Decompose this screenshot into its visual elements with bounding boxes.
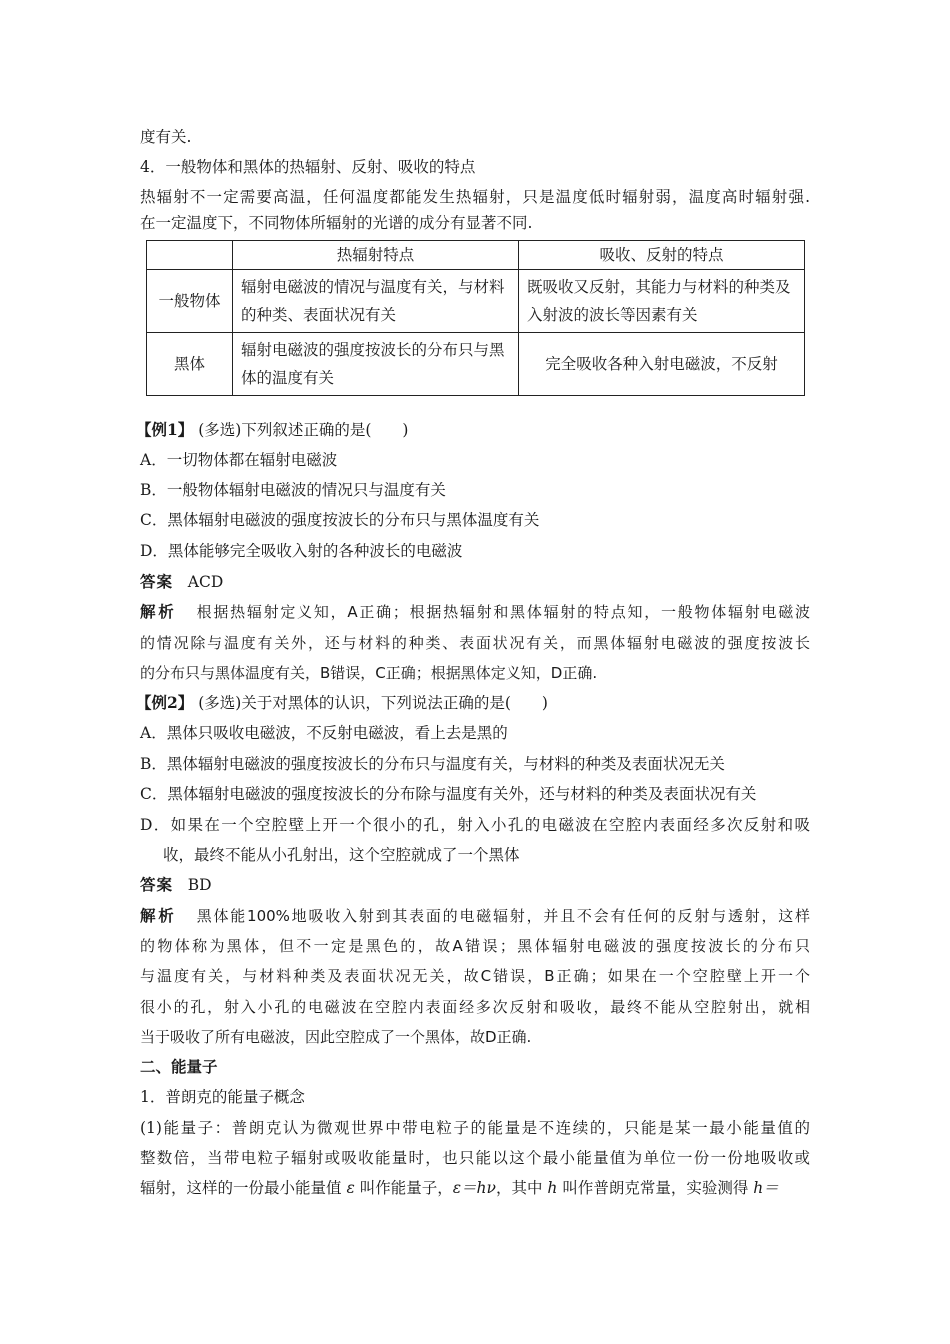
answer-value: ACD [187,573,224,591]
row-label: 一般物体 [147,270,233,333]
table-cell: 辐射电磁波的情况与温度有关，与材料的种类、表面状况有关 [233,270,519,333]
table-cell: 完全吸收各种入射电磁波，不反射 [519,333,805,396]
question-text: (多选)下列叙述正确的是( ) [198,421,409,439]
table-row [147,270,805,333]
analysis-line: 的物体称为黑体，但不一定是黑色的，故A错误；黑体辐射电磁波的强度按波长的分布只 [140,937,810,955]
table-row [147,333,805,396]
analysis-line: 的分布只与黑体温度有关，B错误，C正确；根据黑体定义知，D正确. [140,664,598,682]
h-equals: h＝ [753,1179,779,1197]
answer-label: 答案 [140,875,174,894]
text-run: ，其中 [495,1179,543,1197]
table-header-row [147,241,805,270]
answer-line [140,875,212,895]
paragraph-line: 整数倍，当带电粒子辐射或吸收能量时，也只能以这个最小能量值为单位一份一份地吸收或 [140,1149,810,1167]
analysis-label: 解析 [140,602,177,621]
analysis-line: 的情况除与温度有关外，还与材料的种类、表面状况有关，而黑体辐射电磁波的强度按波长 [140,634,810,652]
section-heading-4: 4．一般物体和黑体的热辐射、反射、吸收的特点 [140,158,476,176]
paragraph-line: 热辐射不一定需要高温，任何温度都能发生热辐射，只是温度低时辐射弱，温度高时辐射强. [140,188,810,206]
paragraph-line [140,1178,779,1198]
text-run: 辐射，这样的一份最小能量值 [140,1179,342,1197]
analysis-text: 黑体能100%地吸收入射到其表面的电磁辐射，并且不会有任何的反射与透射，这样 [196,907,811,925]
text-run: 叫作普朗克常量，实验测得 [562,1179,749,1197]
row-label: 黑体 [147,333,233,396]
answer-value: BD [187,876,212,894]
option-c: C．黑体辐射电磁波的强度按波长的分布只与黑体温度有关 [140,511,540,529]
table-header-cell [147,241,233,270]
subsection-title: 1．普朗克的能量子概念 [140,1088,305,1106]
analysis-line: 当于吸收了所有电磁波，因此空腔成了一个黑体，故D正确. [140,1028,532,1046]
answer-label: 答案 [140,572,174,591]
option-c: C．黑体辐射电磁波的强度按波长的分布除与温度有关外，还与材料的种类及表面状况有关 [140,785,757,803]
epsilon-symbol: ε [346,1179,355,1197]
question-text: (多选)关于对黑体的认识，下列说法正确的是( ) [198,694,548,712]
option-b: B．黑体辐射电磁波的强度按波长的分布只与温度有关，与材料的种类及表面状况无关 [140,755,725,773]
option-d-continued: 收，最终不能从小孔射出，这个空腔就成了一个黑体 [163,846,520,864]
paragraph-line: (1)能量子：普朗克认为微观世界中带电粒子的能量是不连续的，只能是某一最小能量值的 [140,1119,810,1137]
analysis-label: 解析 [140,906,177,925]
analysis-line [140,602,810,622]
comparison-table [146,240,805,396]
example-2-question [136,693,548,713]
table-header-cell: 热辐射特点 [233,241,519,270]
analysis-line: 很小的孔，射入小孔的电磁波在空腔内表面经多次反射和吸收，最终不能从空腔射出，就相 [140,998,810,1016]
formula: ε＝hν [452,1179,496,1197]
section-title: 二、能量子 [140,1057,218,1076]
option-b: B．一般物体辐射电磁波的情况只与温度有关 [140,481,446,499]
table-cell: 辐射电磁波的强度按波长的分布只与黑体的温度有关 [233,333,519,396]
analysis-line: 与温度有关，与材料种类及表面状况无关，故C错误，B正确；如果在一个空腔壁上开一个 [140,967,810,985]
option-d: D．如果在一个空腔壁上开一个很小的孔，射入小孔的电磁波在空腔内表面经多次反射和吸 [140,816,810,834]
paragraph-line: 在一定温度下，不同物体所辐射的光谱的成分有显著不同. [140,214,533,232]
example-1-question [136,420,408,440]
table-header-cell: 吸收、反射的特点 [519,241,805,270]
example-tag: 【例1】 [136,420,194,439]
text-line: 度有关. [140,128,192,146]
answer-line [140,572,223,592]
h-symbol: h [547,1179,558,1197]
analysis-line [140,906,810,926]
option-a: A．一切物体都在辐射电磁波 [140,451,338,469]
option-a: A．黑体只吸收电磁波，不反射电磁波，看上去是黑的 [140,724,508,742]
table-cell: 既吸收又反射，其能力与材料的种类及入射波的波长等因素有关 [519,270,805,333]
example-tag: 【例2】 [136,693,194,712]
text-run: 叫作能量子， [359,1179,453,1197]
option-d: D．黑体能够完全吸收入射的各种波长的电磁波 [140,542,463,560]
analysis-text: 根据热辐射定义知，A正确；根据热辐射和黑体辐射的特点知，一般物体辐射电磁波 [196,603,810,621]
